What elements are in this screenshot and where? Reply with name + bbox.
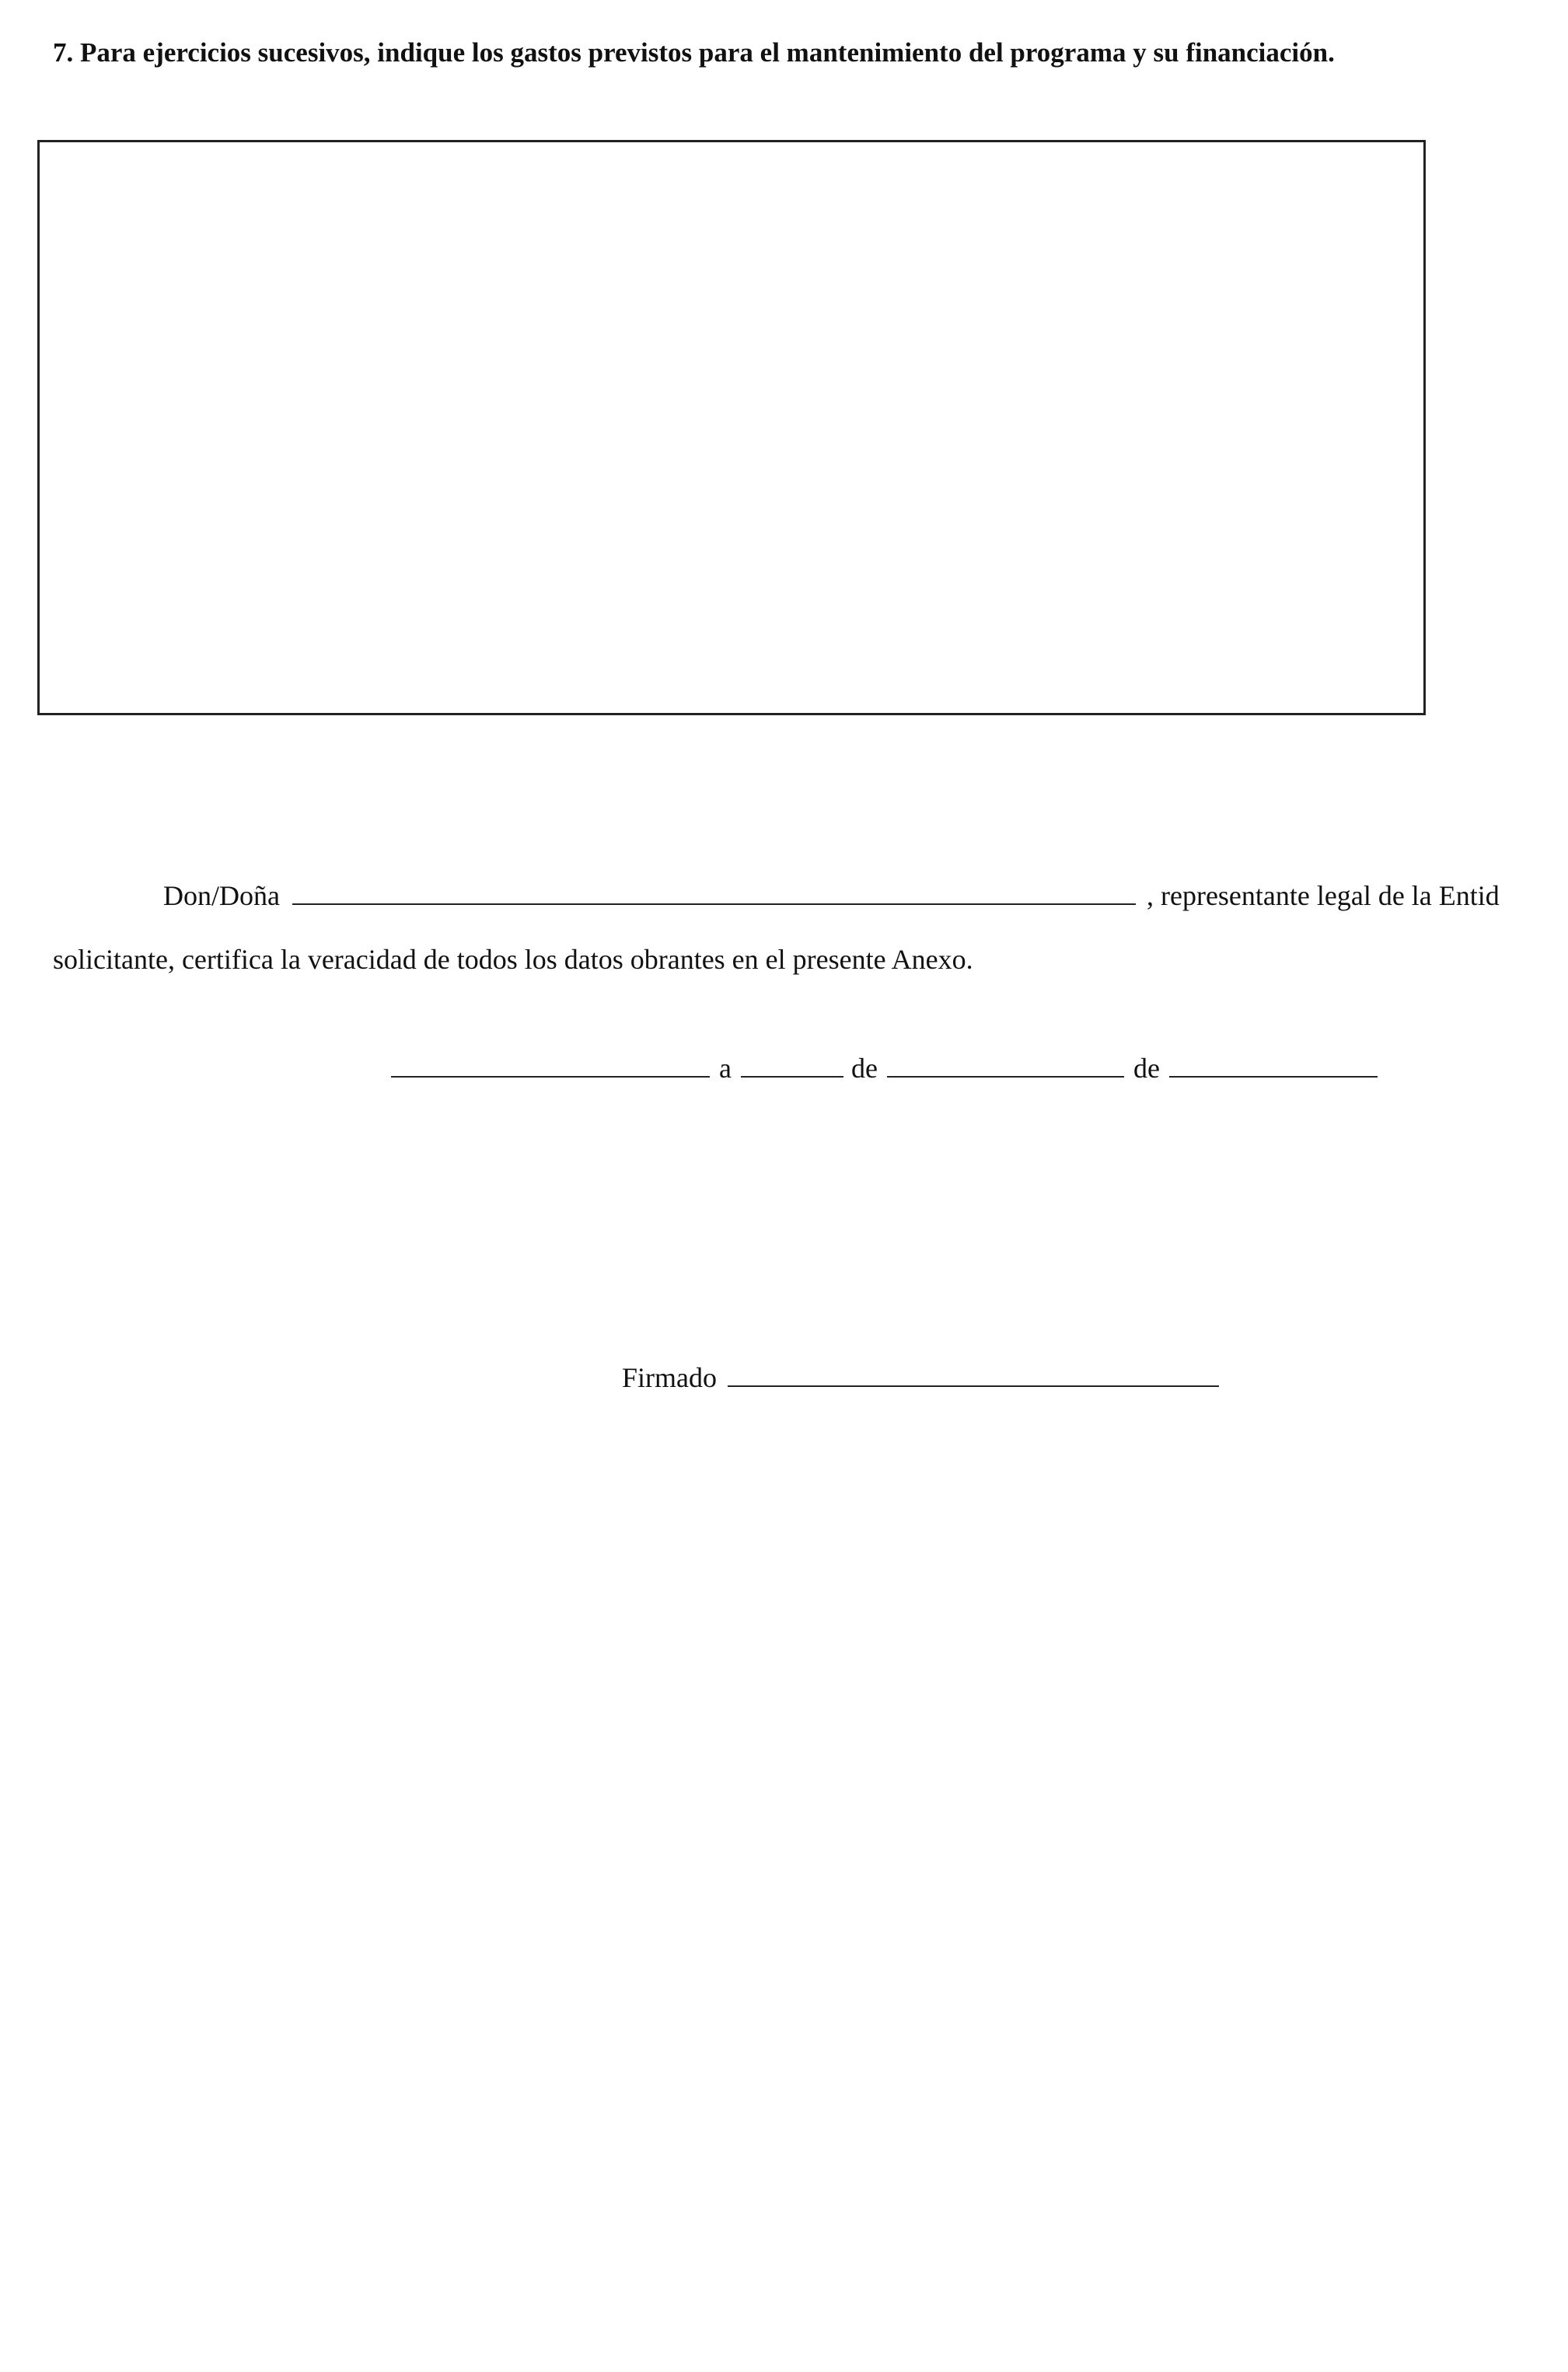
date-de-label-2: de	[1133, 1053, 1160, 1084]
section-heading: 7. Para ejercicios sucesivos, indique los gastos previstos para el mantenimiento del programa y su financiación.	[53, 37, 1335, 68]
answer-text-box[interactable]	[37, 140, 1426, 715]
don-dona-label: Don/Doña	[163, 880, 280, 911]
declaration-line-1	[163, 876, 1500, 915]
signature-line	[622, 1358, 1219, 1397]
declaration-suffix: , representante legal de la Entid	[1146, 880, 1500, 911]
day-blank[interactable]	[741, 1051, 843, 1078]
place-blank[interactable]	[391, 1051, 710, 1078]
signature-label: Firmado	[622, 1362, 717, 1393]
place-date-line	[391, 1049, 1378, 1088]
date-a-label: a	[719, 1053, 732, 1084]
year-blank[interactable]	[1169, 1051, 1378, 1078]
signature-blank[interactable]	[728, 1361, 1219, 1387]
date-de-label-1: de	[850, 1053, 878, 1084]
month-blank[interactable]	[887, 1051, 1124, 1078]
declaration-line-2: solicitante, certifica la veracidad de todos los datos obrantes en el presente Anexo.	[53, 944, 973, 975]
representative-name-blank[interactable]	[292, 879, 1136, 905]
